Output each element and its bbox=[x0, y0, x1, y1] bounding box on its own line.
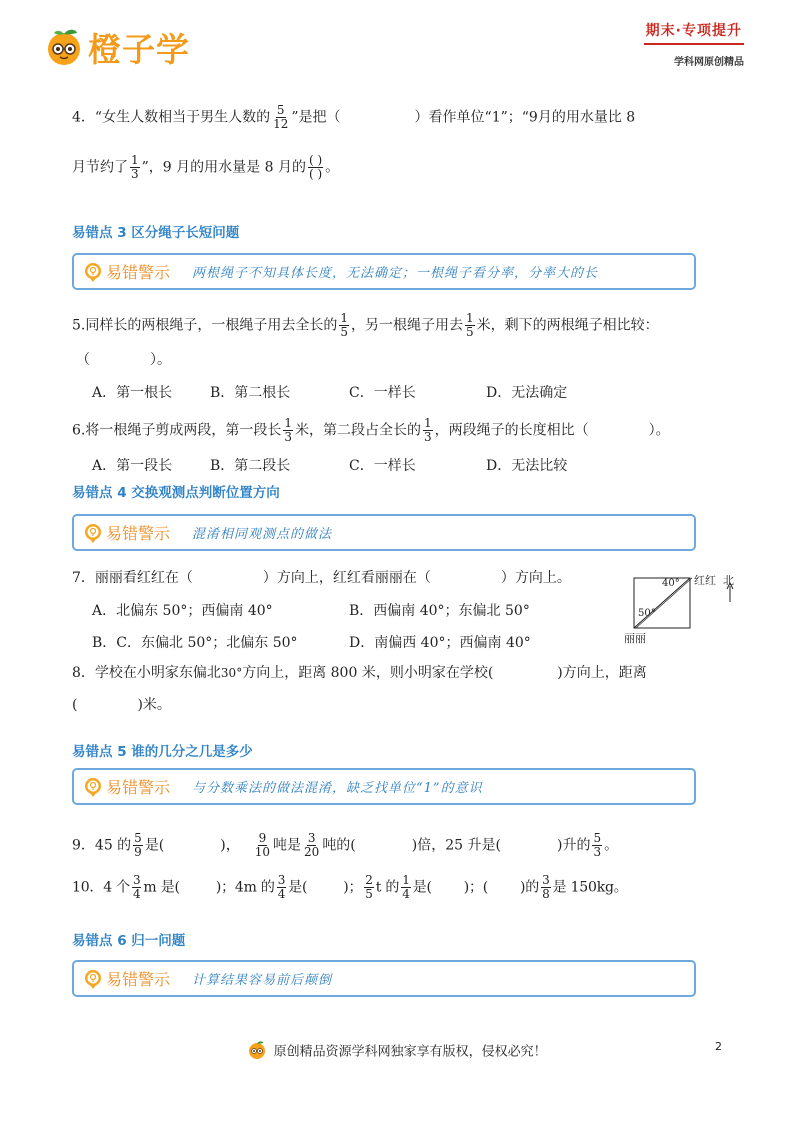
section-heading-6: 易错点 6 归一问题 bbox=[72, 933, 186, 949]
q5-text-a: 5.同样长的两根绳子，一根绳子用去全长的 bbox=[72, 317, 338, 334]
fraction-denominator: 9 bbox=[134, 845, 142, 859]
warning-box-4 bbox=[72, 514, 696, 551]
q5-option-a[interactable]: A．第一根长 bbox=[92, 385, 173, 401]
q8-text-c: )方向上，距离 bbox=[557, 665, 647, 681]
fraction bbox=[132, 874, 141, 901]
label-li: 丽丽 bbox=[624, 632, 646, 645]
fraction-denominator: ( ) bbox=[308, 167, 323, 181]
q10-text-i: )的 bbox=[520, 879, 540, 896]
q7-text-a: 7．丽丽看红红在（ bbox=[72, 570, 193, 586]
q5-text-d: （ bbox=[76, 352, 90, 368]
fraction-denominator: 12 bbox=[273, 117, 289, 131]
q6-text-d: ）。 bbox=[648, 422, 670, 439]
section-heading-5: 易错点 5 谁的几分之几是多少 bbox=[72, 744, 253, 760]
fraction bbox=[283, 417, 293, 444]
fraction-numerator: ( ) bbox=[308, 153, 323, 167]
fraction bbox=[541, 874, 550, 901]
warning-text: 两根绳子不知具体长度，无法确定；一根绳子看分率，分率大的长 bbox=[192, 266, 599, 281]
fraction bbox=[272, 104, 289, 131]
fraction-numerator: 5 bbox=[276, 103, 285, 117]
fraction-denominator: 4 bbox=[402, 887, 410, 901]
q7-option-d[interactable]: D．南偏西 40°；西偏南 40° bbox=[349, 635, 531, 651]
fraction bbox=[465, 312, 475, 339]
question-4-line-2 bbox=[72, 154, 339, 181]
fraction-numerator: 9 bbox=[258, 831, 267, 845]
label-hong: 红红 bbox=[694, 574, 716, 587]
warning-box-6 bbox=[72, 960, 696, 997]
fraction-numerator: 1 bbox=[340, 311, 348, 325]
warning-label: 易错警示 bbox=[106, 263, 171, 282]
question-5-line-1 bbox=[72, 312, 659, 339]
question-8-line-2 bbox=[72, 695, 171, 715]
question-9-line-1 bbox=[72, 832, 618, 859]
fraction-numerator: 1 bbox=[402, 873, 410, 887]
fraction-denominator: 4 bbox=[132, 887, 141, 901]
question-8-line-1 bbox=[72, 663, 647, 683]
warning-text: 与分数乘法的做法混淆，缺乏找单位“1”的意识 bbox=[192, 781, 483, 796]
q8-text-d: ( bbox=[72, 697, 78, 713]
footer-copyright: 原创精品资源学科网独家享有版权，侵权必究！ bbox=[273, 1044, 547, 1060]
fraction bbox=[133, 832, 143, 859]
fraction bbox=[401, 874, 410, 901]
q9-text-a: 9．45 的 bbox=[72, 837, 132, 854]
fraction-numerator: 1 bbox=[131, 153, 139, 167]
question-4-line-1 bbox=[72, 104, 635, 131]
q10-text-e: )； bbox=[343, 879, 363, 896]
q7-text-c: ）方向上。 bbox=[500, 570, 571, 586]
q5-option-d[interactable]: D．无法确定 bbox=[486, 385, 568, 401]
header-title: 期末·专项提升 bbox=[644, 20, 744, 45]
q6-option-b[interactable]: B．第二段长 bbox=[210, 458, 291, 474]
q7-option-b[interactable]: B．西偏南 40°；东偏北 50° bbox=[349, 603, 530, 619]
lightbulb-pin-icon bbox=[83, 523, 103, 543]
q5-option-b[interactable]: B．第二根长 bbox=[210, 385, 291, 401]
fraction-numerator: 1 bbox=[424, 416, 432, 430]
fraction-numerator: 3 bbox=[307, 831, 316, 845]
fraction-denominator: 5 bbox=[365, 887, 373, 901]
q8-degree: 30° bbox=[220, 666, 243, 680]
lightbulb-pin-icon bbox=[83, 777, 103, 797]
q10-text-d: 是( bbox=[288, 879, 308, 896]
lightbulb-pin-icon bbox=[83, 262, 103, 282]
warning-box-5 bbox=[72, 768, 696, 805]
q5-text-e: ）。 bbox=[150, 352, 171, 368]
fraction bbox=[423, 417, 433, 444]
q9-text-d: 吨是 bbox=[273, 837, 302, 854]
warning-text: 混淆相同观测点的做法 bbox=[192, 527, 333, 542]
q4-text-e: ”，9 月的用水量是 8 月的 bbox=[141, 159, 306, 176]
fraction-numerator: 3 bbox=[542, 873, 550, 887]
q9-text-g: )升的 bbox=[556, 837, 591, 854]
q10-text-h: )；( bbox=[463, 879, 489, 896]
q5-option-c[interactable]: C．一样长 bbox=[349, 385, 416, 401]
fraction-numerator: 3 bbox=[277, 873, 286, 887]
angle-bottom-label: 50° bbox=[638, 608, 656, 619]
q6-text-c: ，两段绳子的长度相比（ bbox=[434, 422, 589, 439]
brand-logo bbox=[44, 24, 190, 70]
header-subtitle: 学科网原创精品 bbox=[674, 57, 744, 68]
page-number: 2 bbox=[715, 1040, 722, 1053]
q6-text-b: 米，第二段占全长的 bbox=[295, 422, 421, 439]
fraction-denominator: 4 bbox=[277, 887, 286, 901]
lightbulb-pin-icon bbox=[83, 969, 103, 989]
fraction-numerator: 3 bbox=[132, 873, 141, 887]
q10-text-c: )；4m 的 bbox=[215, 879, 275, 896]
fraction-numerator: 1 bbox=[284, 416, 292, 430]
fraction-numerator: 1 bbox=[466, 311, 474, 325]
q9-text-h: 。 bbox=[604, 837, 619, 854]
q4-text-f: 。 bbox=[325, 159, 340, 176]
q10-text-g: 是( bbox=[412, 879, 432, 896]
warning-label: 易错警示 bbox=[106, 778, 171, 797]
q7-option-a[interactable]: A．北偏东 50°；西偏南 40° bbox=[92, 603, 273, 619]
q10-text-a: 10．4 个 bbox=[72, 879, 130, 896]
q8-text-a: 8．学校在小明家东偏北 bbox=[72, 665, 221, 681]
section-heading-3: 易错点 3 区分绳子长短问题 bbox=[72, 225, 240, 241]
q10-text-j: 是 150kg。 bbox=[552, 879, 628, 896]
fraction-denominator: 3 bbox=[131, 167, 139, 181]
answer-fraction-blank[interactable] bbox=[308, 154, 323, 181]
fraction-denominator: 5 bbox=[340, 325, 348, 339]
q7-option-c[interactable]: B．C．东偏北 50°；北偏东 50° bbox=[92, 635, 298, 651]
q4-text-b: ”是把（ bbox=[291, 109, 341, 126]
q9-text-e: 吨的( bbox=[322, 837, 356, 854]
q6-option-d[interactable]: D．无法比较 bbox=[486, 458, 568, 474]
warning-label: 易错警示 bbox=[106, 524, 171, 543]
q5-text-b: ，另一根绳子用去 bbox=[351, 317, 463, 334]
fraction bbox=[592, 832, 602, 859]
fraction-denominator: 10 bbox=[254, 845, 271, 859]
question-6-line-1 bbox=[72, 417, 670, 444]
q10-text-f: t 的 bbox=[375, 879, 400, 896]
fraction bbox=[254, 832, 271, 859]
q9-text-b: 是( bbox=[144, 837, 165, 854]
fraction-numerator: 2 bbox=[365, 873, 373, 887]
orange-mascot-icon bbox=[247, 1040, 267, 1060]
question-7-line-1 bbox=[72, 568, 571, 588]
q8-text-e: )米。 bbox=[137, 697, 171, 713]
q6-text-a: 6.将一根绳子剪成两段，第一段长 bbox=[72, 422, 282, 439]
question-5-line-2 bbox=[76, 350, 171, 370]
fraction bbox=[277, 874, 286, 901]
q8-text-b: 方向上，距离 800 米，则小明家在学校( bbox=[242, 665, 494, 681]
fraction bbox=[339, 312, 349, 339]
q5-text-c: 米，剩下的两根绳子相比较： bbox=[476, 317, 659, 334]
fraction-denominator: 3 bbox=[284, 430, 292, 444]
q4-text-d: 月节约了 bbox=[72, 159, 128, 176]
direction-figure bbox=[620, 572, 740, 648]
orange-mascot-icon bbox=[44, 27, 84, 67]
header-right bbox=[644, 20, 744, 68]
fraction-denominator: 20 bbox=[304, 845, 320, 859]
q4-text-c: ）看作单位“1”；“9月的用水量比 8 bbox=[414, 109, 636, 126]
fraction-denominator: 3 bbox=[424, 430, 432, 444]
fraction bbox=[364, 874, 373, 901]
warning-box-3 bbox=[72, 253, 696, 290]
label-north: 北 bbox=[723, 574, 734, 587]
q9-text-c: )， bbox=[220, 837, 240, 854]
warning-label: 易错警示 bbox=[106, 970, 171, 989]
fraction-numerator: 5 bbox=[134, 831, 142, 845]
footer bbox=[0, 1040, 794, 1060]
fraction-denominator: 3 bbox=[593, 845, 602, 859]
q10-text-b: m 是( bbox=[143, 879, 180, 896]
fraction-denominator: 8 bbox=[542, 887, 550, 901]
angle-top-label: 40° bbox=[662, 578, 680, 589]
fraction bbox=[130, 154, 140, 181]
q9-text-f: )倍，25 升是( bbox=[411, 837, 501, 854]
q4-text-a: 4．“女生人数相当于男生人数的 bbox=[72, 109, 271, 126]
fraction bbox=[303, 832, 320, 859]
fraction-numerator: 5 bbox=[593, 831, 602, 845]
fraction-denominator: 5 bbox=[466, 325, 474, 339]
q6-option-c[interactable]: C．一样长 bbox=[349, 458, 416, 474]
q6-option-a[interactable]: A．第一段长 bbox=[92, 458, 173, 474]
warning-text: 计算结果容易前后颠倒 bbox=[192, 973, 333, 988]
q7-text-b: ）方向上，红红看丽丽在（ bbox=[262, 570, 431, 586]
question-10-line-1 bbox=[72, 874, 628, 901]
brand-name: 橙子学 bbox=[88, 29, 190, 69]
section-heading-4: 易错点 4 交换观测点判断位置方向 bbox=[72, 485, 280, 501]
